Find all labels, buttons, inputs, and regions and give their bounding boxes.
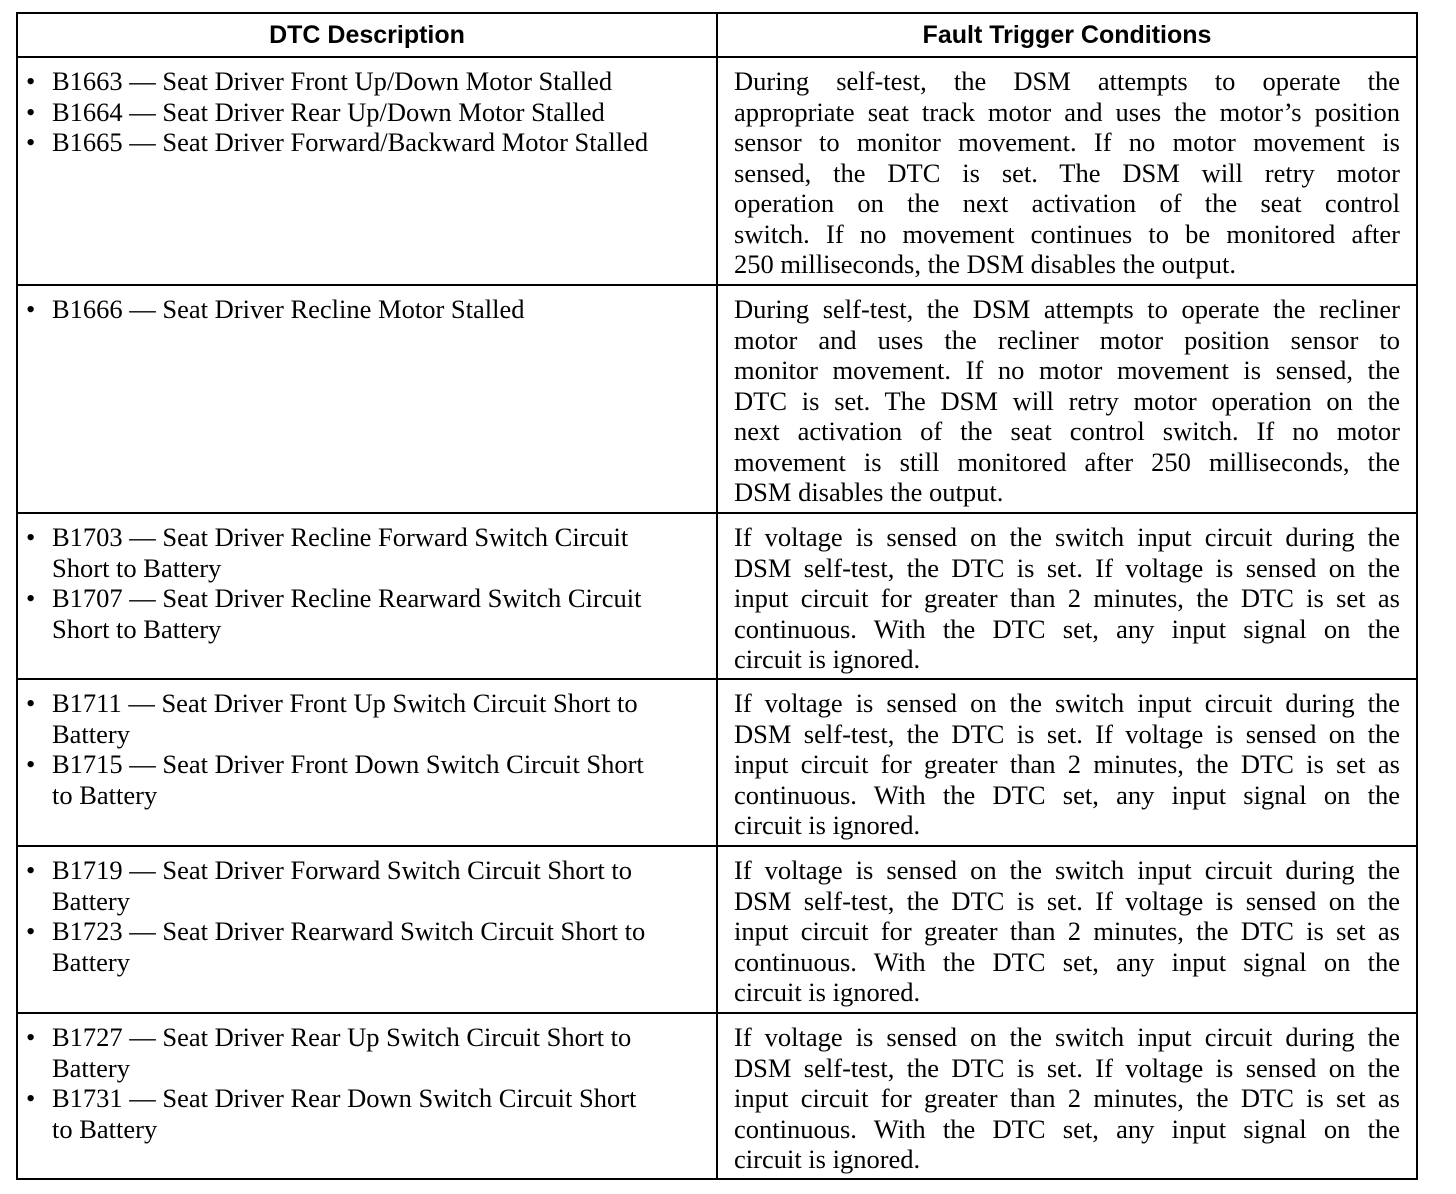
dtc-list-item (26, 294, 706, 325)
dtc-text-line: B1665 — Seat Driver Forward/Backward Motor Stalled (52, 127, 649, 157)
condition-text-line: If voltage is sensed on the switch input circuit during the (734, 1022, 1400, 1052)
condition-text-line: sensed, the DTC is set. The DSM will retry motor (734, 157, 1400, 188)
dtc-text-line: to Battery (52, 779, 158, 810)
condition-text-line: During self-test, the DSM attempts to operate the (734, 66, 1400, 96)
condition-text-line: continuous. With the DTC set, any input signal on the (734, 779, 1400, 810)
fault-conditions-cell (717, 846, 1417, 1013)
dtc-text-line: B1666 — Seat Driver Recline Motor Stalled (52, 294, 525, 324)
dtc-text-line: Short to Battery (52, 613, 222, 644)
fault-conditions-cell (717, 57, 1417, 285)
table-row (17, 57, 1417, 285)
condition-text-line: DTC is set. The DSM will retry motor operation on the (734, 385, 1400, 416)
bullet-icon: • (26, 749, 36, 779)
dtc-list-item (26, 749, 706, 810)
fault-conditions-cell (717, 679, 1417, 846)
condition-text-line: DSM disables the output. (734, 477, 1004, 507)
bullet-icon: • (26, 294, 36, 324)
header-dtc-description: DTC Description (17, 13, 717, 57)
table-row (17, 846, 1417, 1013)
condition-text-line: continuous. With the DTC set, any input signal on the (734, 1113, 1400, 1144)
fault-conditions-cell (717, 285, 1417, 513)
dtc-text-line: Battery (52, 946, 130, 977)
dtc-list-item (26, 916, 706, 977)
dtc-list-item (26, 522, 706, 583)
condition-text-line: motor and uses the recliner motor position sensor to (734, 324, 1400, 355)
condition-text-line: appropriate seat track motor and uses the motor’s position (734, 96, 1400, 127)
condition-text-line: monitor movement. If no motor movement is sensed, the (734, 355, 1400, 385)
dtc-list-item (26, 583, 706, 644)
condition-text-line: circuit is ignored. (734, 644, 921, 674)
dtc-text-line: Battery (52, 1052, 130, 1083)
condition-text-line: continuous. With the DTC set, any input signal on the (734, 613, 1400, 644)
condition-text-line: next activation of the seat control switch. If no motor (734, 416, 1400, 446)
dtc-description-cell (17, 846, 717, 1013)
bullet-icon: • (26, 1022, 36, 1052)
bullet-icon: • (26, 1083, 36, 1113)
bullet-icon: • (26, 522, 36, 552)
bullet-icon: • (26, 855, 36, 885)
condition-text-line: If voltage is sensed on the switch input circuit during the (734, 522, 1400, 552)
dtc-description-cell (17, 285, 717, 513)
bullet-icon: • (26, 96, 36, 127)
bullet-icon: • (26, 66, 36, 96)
dtc-list-item (26, 1022, 706, 1083)
table-row (17, 513, 1417, 679)
dtc-list-item (26, 66, 706, 97)
condition-text-line: input circuit for greater than 2 minutes, the DTC is set as (734, 583, 1400, 613)
bullet-icon: • (26, 688, 36, 718)
dtc-list-item (26, 127, 706, 158)
condition-text-line: continuous. With the DTC set, any input signal on the (734, 946, 1400, 977)
table-body (17, 57, 1417, 1179)
condition-text-line: operation on the next activation of the seat control (734, 188, 1400, 218)
dtc-text-line: B1663 — Seat Driver Front Up/Down Motor Stalled (52, 66, 613, 96)
dtc-text-line: to Battery (52, 1113, 158, 1144)
condition-text-line: During self-test, the DSM attempts to operate the recliner (734, 294, 1400, 324)
condition-text-line: switch. If no movement continues to be monitored after (734, 218, 1400, 249)
bullet-icon: • (26, 916, 36, 946)
condition-text-line: sensor to monitor movement. If no motor movement is (734, 127, 1400, 157)
dtc-text-line: B1711 — Seat Driver Front Up Switch Circuit Short to (52, 688, 638, 718)
dtc-text-line: Battery (52, 885, 130, 916)
dtc-text-line: B1731 — Seat Driver Rear Down Switch Circuit Short (52, 1083, 637, 1113)
table-row (17, 285, 1417, 513)
dtc-list-item (26, 855, 706, 916)
bullet-icon: • (26, 583, 36, 613)
condition-text-line: input circuit for greater than 2 minutes, the DTC is set as (734, 916, 1400, 946)
fault-conditions-cell (717, 1013, 1417, 1179)
bullet-icon: • (26, 127, 36, 157)
condition-text-line: 250 milliseconds, the DSM disables the output. (734, 249, 1236, 279)
dtc-text-line: Battery (52, 718, 130, 749)
dtc-text-line: Short to Battery (52, 552, 222, 583)
dtc-text-line: B1703 — Seat Driver Recline Forward Switch Circuit (52, 522, 629, 552)
condition-text-line: If voltage is sensed on the switch input circuit during the (734, 855, 1400, 885)
condition-text-line: circuit is ignored. (734, 810, 921, 840)
dtc-text-line: B1719 — Seat Driver Forward Switch Circuit Short to (52, 855, 632, 885)
condition-text-line: DSM self-test, the DTC is set. If voltage is sensed on the (734, 718, 1400, 749)
table-row (17, 1013, 1417, 1179)
condition-text-line: circuit is ignored. (734, 977, 921, 1007)
dtc-description-cell (17, 513, 717, 679)
dtc-description-cell (17, 1013, 717, 1179)
dtc-description-cell (17, 679, 717, 846)
dtc-list-item (26, 1083, 706, 1144)
condition-text-line: movement is still monitored after 250 milliseconds, the (734, 446, 1400, 477)
condition-text-line: input circuit for greater than 2 minutes, the DTC is set as (734, 1083, 1400, 1113)
condition-text-line: DSM self-test, the DTC is set. If voltage is sensed on the (734, 885, 1400, 916)
fault-conditions-cell (717, 513, 1417, 679)
dtc-text-line: B1707 — Seat Driver Recline Rearward Switch Circuit (52, 583, 642, 613)
condition-text-line: DSM self-test, the DTC is set. If voltage is sensed on the (734, 552, 1400, 583)
table-row (17, 679, 1417, 846)
dtc-text-line: B1727 — Seat Driver Rear Up Switch Circuit Short to (52, 1022, 632, 1052)
header-fault-trigger-conditions: Fault Trigger Conditions (717, 13, 1417, 57)
dtc-text-line: B1723 — Seat Driver Rearward Switch Circuit Short to (52, 916, 646, 946)
condition-text-line: If voltage is sensed on the switch input circuit during the (734, 688, 1400, 718)
dtc-list-item (26, 97, 706, 128)
dtc-table (16, 12, 1418, 1180)
dtc-list-item (26, 688, 706, 749)
condition-text-line: DSM self-test, the DTC is set. If voltage is sensed on the (734, 1052, 1400, 1083)
dtc-description-cell (17, 57, 717, 285)
dtc-text-line: B1715 — Seat Driver Front Down Switch Circuit Short (52, 749, 644, 779)
condition-text-line: input circuit for greater than 2 minutes, the DTC is set as (734, 749, 1400, 779)
dtc-text-line: B1664 — Seat Driver Rear Up/Down Motor Stalled (52, 96, 605, 127)
condition-text-line: circuit is ignored. (734, 1144, 921, 1174)
header-row (17, 13, 1417, 57)
